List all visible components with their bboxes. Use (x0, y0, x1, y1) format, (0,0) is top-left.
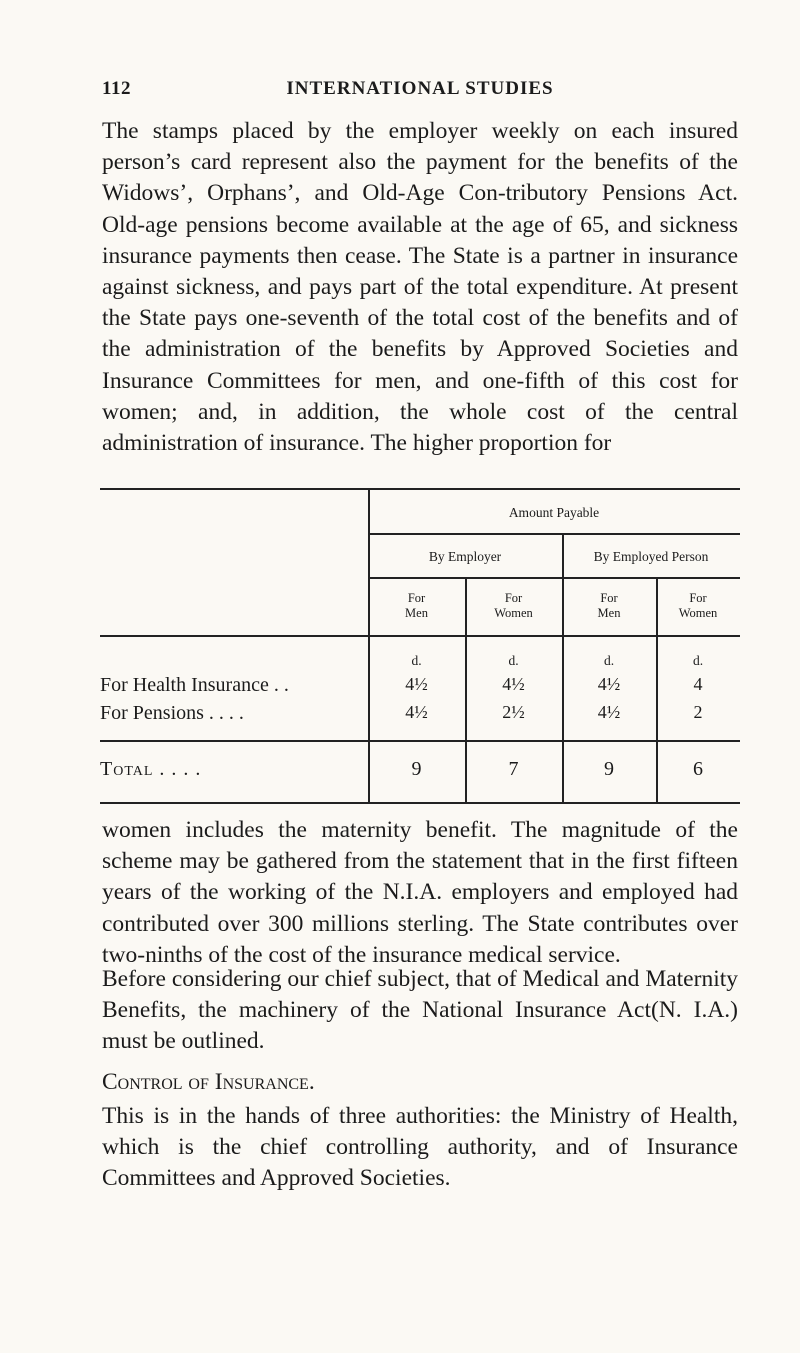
subhead-line: Women (678, 606, 718, 620)
paragraph-authorities: This is in the hands of three authorities: the Ministry of Health, which is the chief controlling authority, and of Insurance Committees and Approved Societies. (102, 1103, 738, 1192)
row-label-health: For Health Insurance . . (100, 674, 289, 696)
subhead-employed-women (656, 591, 740, 621)
table-cell: 4 (693, 674, 703, 694)
unit-label: d. (603, 653, 615, 668)
unit-label: d. (411, 653, 422, 668)
table-cell: 4½ (502, 674, 525, 694)
subhead-line: Men (597, 606, 621, 620)
unit-label: d. (508, 653, 519, 668)
table-rule-under-groups (368, 577, 740, 579)
subhead-employed-men (562, 591, 656, 621)
subhead-line: For (689, 591, 707, 605)
table-bottom-rule (100, 802, 740, 804)
page-number: 112 (102, 78, 131, 99)
subhead-line: Women (494, 606, 533, 620)
total-cell: 9 (604, 758, 614, 780)
table-cell: 4½ (405, 674, 428, 694)
table-cell: 2½ (502, 702, 525, 722)
table-cell: 4½ (405, 702, 428, 722)
group-by-employer: By Employer (428, 549, 502, 564)
paragraph-before-considering: Before considering our chief subject, that of Medical and Maternity Benefits, the machinery of the National Insurance Act(N. I.A.) must be outlined. (102, 966, 738, 1055)
table-cell: 2 (693, 702, 703, 722)
table-title: Amount Payable (508, 505, 600, 520)
table-cell: 4½ (597, 674, 621, 694)
running-title: INTERNATIONAL STUDIES (286, 78, 554, 99)
unit-label: d. (692, 653, 704, 668)
subhead-employer-women (465, 591, 562, 621)
paragraph-stamps: The stamps placed by the employer weekly on each insured person’s card represent also the payment for the benefits of the Widows’, Orphans’, and Old-Age Con-tributory Pensions Act. Old-age pensions become available at the age of 65, and sickness insurance payments then cease. The State is a partner in insurance against sickness, and pays part of the total expenditure. At present the State pays one-seventh of the total cost of the benefits and of the administration of the benefits by Approved Societies and Insurance Committees for men, and one-fifth of this cost for women; and, in addition, the whole cost of the central administration of insurance. The higher proportion for (102, 118, 738, 457)
subhead-line: For (407, 591, 426, 605)
contributions-table (100, 488, 740, 805)
table-rule-under-title (368, 533, 740, 535)
paragraph-maternity: women includes the maternity benefit. The magnitude of the scheme may be gathered from the statement that in the first fifteen years of the working of the N.I.A. employers and employed had contributed over 300 millions sterling. The State contributes over two-ninths of the cost of the insurance medical service. (102, 817, 738, 968)
row-label-pensions: For Pensions . . . . (100, 702, 244, 724)
section-heading: Control of Insurance. (102, 1069, 315, 1095)
subhead-line: For (600, 591, 618, 605)
total-cell: 9 (411, 758, 422, 780)
table-rule-above-total (100, 740, 740, 742)
running-head (102, 78, 738, 108)
subhead-employer-men (368, 591, 465, 621)
table-top-rule (100, 488, 740, 490)
table-divider-stub (368, 488, 370, 804)
table-cell: 4½ (597, 702, 621, 722)
total-cell: 6 (693, 758, 703, 780)
total-cell: 7 (508, 758, 519, 780)
table-rule-under-subheads (100, 635, 740, 637)
row-label-total: Total . . . . (100, 758, 202, 780)
subhead-line: Men (405, 606, 428, 620)
subhead-line: For (504, 591, 523, 605)
group-by-employed-person: By Employed Person (593, 549, 709, 564)
